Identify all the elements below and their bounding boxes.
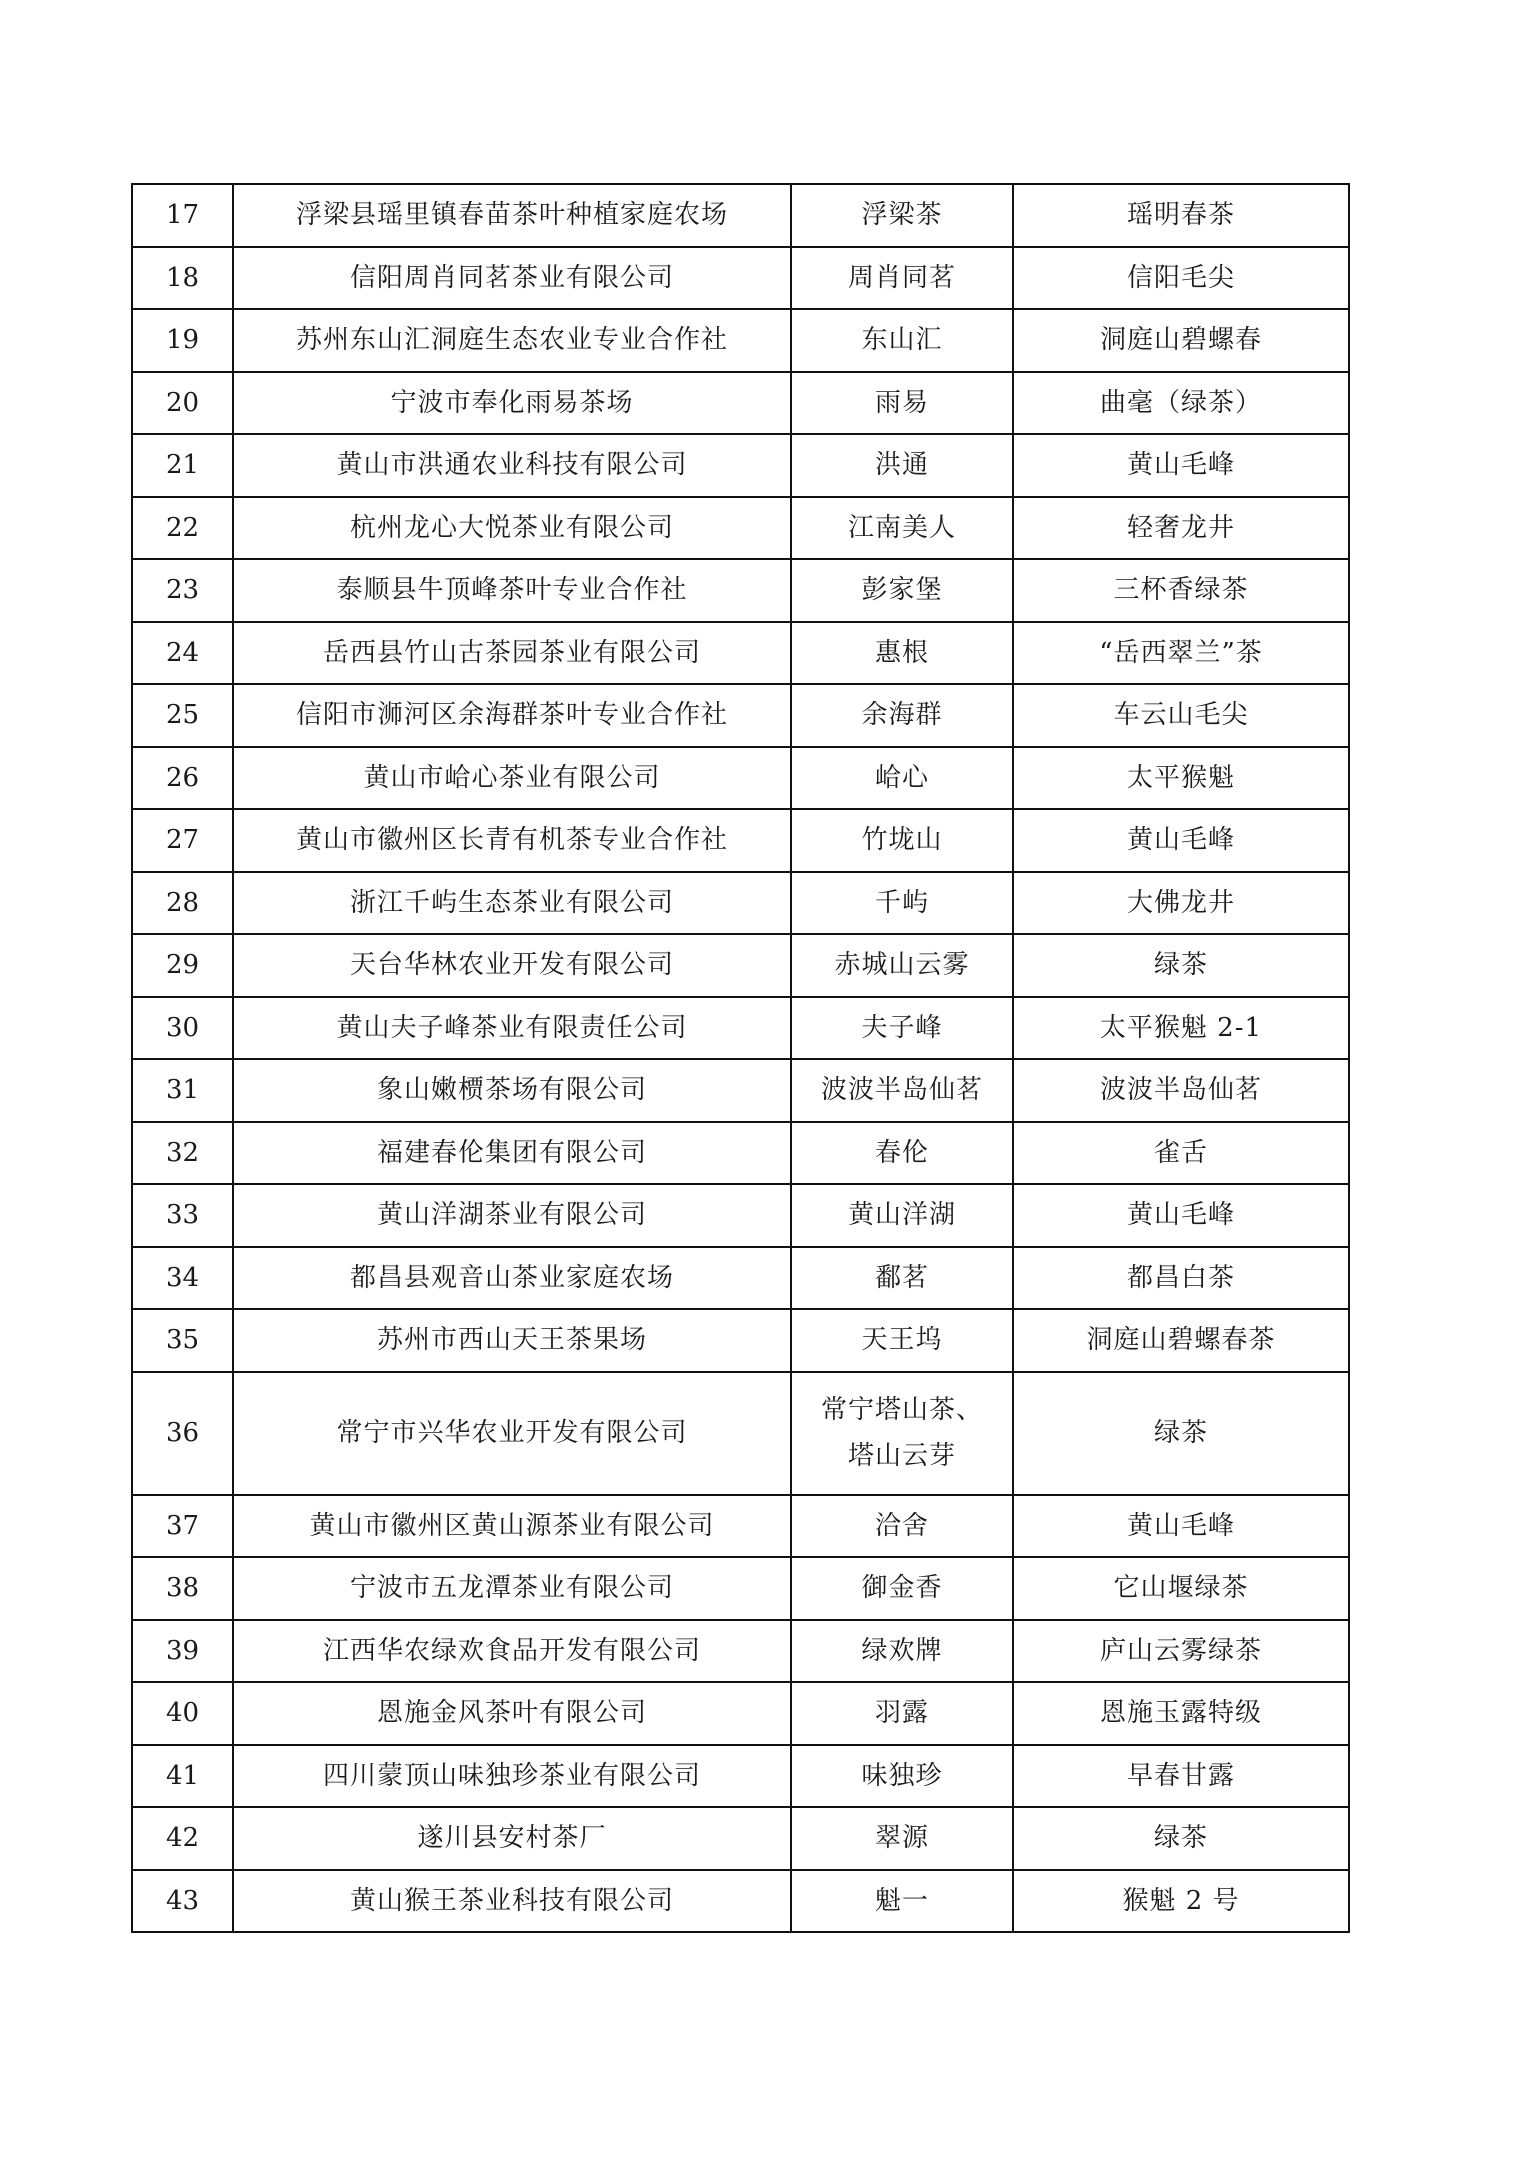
company-table (131, 183, 1350, 1933)
table-row (132, 997, 1349, 1060)
table-row (132, 1682, 1349, 1745)
company-name: 常宁市兴华农业开发有限公司 (233, 1372, 791, 1495)
table-row (132, 809, 1349, 872)
brand-name (791, 309, 1013, 372)
brand-name-line: 洽舍 (874, 1510, 929, 1541)
company-name: 黄山市洪通农业科技有限公司 (233, 434, 791, 497)
company-name: 恩施金风茶叶有限公司 (233, 1682, 791, 1745)
brand-name (791, 184, 1013, 247)
product-name: 洞庭山碧螺春 (1013, 309, 1349, 372)
brand-name-line: 春伦 (874, 1137, 929, 1168)
brand-name-line: 浮梁茶 (861, 200, 943, 231)
table-row (132, 1184, 1349, 1247)
product-name: 庐山云雾绿茶 (1013, 1620, 1349, 1683)
brand-name (791, 872, 1013, 935)
company-name: 四川蒙顶山味独珍茶业有限公司 (233, 1745, 791, 1808)
brand-name (791, 247, 1013, 310)
company-name: 泰顺县牛顶峰茶叶专业合作社 (233, 559, 791, 622)
product-name: 太平猴魁 2-1 (1013, 997, 1349, 1060)
row-number: 27 (132, 809, 233, 872)
product-name: 雀舌 (1013, 1122, 1349, 1185)
product-name: 大佛龙井 (1013, 872, 1349, 935)
table-row (132, 1807, 1349, 1870)
row-number: 43 (132, 1870, 233, 1933)
table-row (132, 1059, 1349, 1122)
row-number: 41 (132, 1745, 233, 1808)
row-number: 42 (132, 1807, 233, 1870)
product-name: 黄山毛峰 (1013, 434, 1349, 497)
brand-name-line: 竹垅山 (861, 825, 943, 856)
product-name: 波波半岛仙茗 (1013, 1059, 1349, 1122)
product-name: 它山堰绿茶 (1013, 1557, 1349, 1620)
product-name: 绿茶 (1013, 934, 1349, 997)
company-name: 苏州东山汇洞庭生态农业专业合作社 (233, 309, 791, 372)
company-name: 宁波市奉化雨易茶场 (233, 372, 791, 435)
row-number: 40 (132, 1682, 233, 1745)
company-name: 黄山猴王茶业科技有限公司 (233, 1870, 791, 1933)
company-name: 信阳周肖同茗茶业有限公司 (233, 247, 791, 310)
row-number: 35 (132, 1309, 233, 1372)
product-name: 恩施玉露特级 (1013, 1682, 1349, 1745)
table-row (132, 1495, 1349, 1558)
company-name: 都昌县观音山茶业家庭农场 (233, 1247, 791, 1310)
product-name: 车云山毛尖 (1013, 684, 1349, 747)
row-number: 39 (132, 1620, 233, 1683)
brand-name-line: 洪通 (874, 450, 929, 481)
brand-name-line: 彭家堡 (861, 575, 943, 606)
company-name: 浙江千屿生态茶业有限公司 (233, 872, 791, 935)
row-number: 36 (132, 1372, 233, 1495)
brand-name-line: 惠根 (874, 637, 929, 668)
brand-name-line: 周肖同茗 (847, 262, 956, 293)
table-row (132, 1620, 1349, 1683)
product-name: 绿茶 (1013, 1807, 1349, 1870)
row-number: 31 (132, 1059, 233, 1122)
brand-name-line: 江南美人 (847, 512, 956, 543)
company-name: 江西华农绿欢食品开发有限公司 (233, 1620, 791, 1683)
row-number: 25 (132, 684, 233, 747)
row-number: 23 (132, 559, 233, 622)
table-row (132, 1247, 1349, 1310)
table-row (132, 1122, 1349, 1185)
brand-name (791, 997, 1013, 1060)
brand-name (791, 434, 1013, 497)
row-number: 26 (132, 747, 233, 810)
brand-name (791, 1870, 1013, 1933)
brand-name-line: 塔山云芽 (847, 1441, 956, 1471)
company-name: 黄山市徽州区长青有机茶专业合作社 (233, 809, 791, 872)
table-row (132, 497, 1349, 560)
table-row (132, 622, 1349, 685)
brand-name (791, 934, 1013, 997)
row-number: 37 (132, 1495, 233, 1558)
table-row (132, 372, 1349, 435)
table-row (132, 747, 1349, 810)
product-name: “岳西翠兰”茶 (1013, 622, 1349, 685)
company-name: 黄山市峆心茶业有限公司 (233, 747, 791, 810)
brand-name (791, 497, 1013, 560)
company-name: 岳西县竹山古茶园茶业有限公司 (233, 622, 791, 685)
product-name: 瑶明春茶 (1013, 184, 1349, 247)
brand-name-line: 味独珍 (861, 1760, 943, 1791)
company-name: 遂川县安村茶厂 (233, 1807, 791, 1870)
row-number: 20 (132, 372, 233, 435)
brand-name-line: 翠源 (874, 1823, 929, 1854)
table-row (132, 934, 1349, 997)
company-name: 宁波市五龙潭茶业有限公司 (233, 1557, 791, 1620)
product-name: 黄山毛峰 (1013, 1184, 1349, 1247)
brand-name (791, 1309, 1013, 1372)
company-name: 天台华林农业开发有限公司 (233, 934, 791, 997)
row-number: 32 (132, 1122, 233, 1185)
brand-name (791, 559, 1013, 622)
company-name: 苏州市西山天王茶果场 (233, 1309, 791, 1372)
brand-name-line: 夫子峰 (861, 1012, 943, 1043)
brand-name (791, 1495, 1013, 1558)
row-number: 38 (132, 1557, 233, 1620)
brand-name-line: 御金香 (861, 1573, 943, 1604)
company-name: 浮梁县瑶里镇春苗茶叶种植家庭农场 (233, 184, 791, 247)
product-name: 太平猴魁 (1013, 747, 1349, 810)
brand-name (791, 622, 1013, 685)
brand-name (791, 684, 1013, 747)
brand-name-line: 赤城山云雾 (834, 950, 970, 981)
product-name: 洞庭山碧螺春茶 (1013, 1309, 1349, 1372)
brand-name-line: 东山汇 (861, 325, 943, 356)
row-number: 29 (132, 934, 233, 997)
row-number: 21 (132, 434, 233, 497)
table-row (132, 1372, 1349, 1495)
company-name: 黄山市徽州区黄山源茶业有限公司 (233, 1495, 791, 1558)
brand-name (791, 1807, 1013, 1870)
company-name: 象山嫩槚茶场有限公司 (233, 1059, 791, 1122)
brand-name-line: 峆心 (874, 762, 929, 793)
row-number: 17 (132, 184, 233, 247)
brand-name-line: 鄱茗 (874, 1262, 929, 1293)
row-number: 18 (132, 247, 233, 310)
table-row (132, 872, 1349, 935)
product-name: 绿茶 (1013, 1372, 1349, 1495)
brand-name (791, 1122, 1013, 1185)
product-name: 信阳毛尖 (1013, 247, 1349, 310)
brand-name-line: 黄山洋湖 (847, 1200, 956, 1231)
brand-name-line: 绿欢牌 (861, 1635, 943, 1666)
brand-name-line: 羽露 (874, 1698, 929, 1729)
company-name: 杭州龙心大悦茶业有限公司 (233, 497, 791, 560)
product-name: 猴魁 2 号 (1013, 1870, 1349, 1933)
table-row (132, 559, 1349, 622)
brand-name (791, 747, 1013, 810)
table-row (132, 309, 1349, 372)
row-number: 22 (132, 497, 233, 560)
brand-name-line: 余海群 (861, 700, 943, 731)
brand-name (791, 1247, 1013, 1310)
table-row (132, 184, 1349, 247)
product-name: 曲毫（绿茶） (1013, 372, 1349, 435)
brand-name (791, 372, 1013, 435)
brand-name (791, 809, 1013, 872)
product-name: 黄山毛峰 (1013, 1495, 1349, 1558)
product-name: 都昌白茶 (1013, 1247, 1349, 1310)
table-row (132, 434, 1349, 497)
table-row (132, 684, 1349, 747)
row-number: 34 (132, 1247, 233, 1310)
row-number: 19 (132, 309, 233, 372)
brand-name-line: 魁一 (874, 1885, 929, 1916)
row-number: 33 (132, 1184, 233, 1247)
brand-name-line: 雨易 (874, 387, 929, 418)
brand-name (791, 1059, 1013, 1122)
brand-name (791, 1557, 1013, 1620)
company-name: 福建春伦集团有限公司 (233, 1122, 791, 1185)
row-number: 24 (132, 622, 233, 685)
brand-name-line: 常宁塔山茶、 (820, 1395, 983, 1425)
product-name: 轻奢龙井 (1013, 497, 1349, 560)
brand-name (791, 1745, 1013, 1808)
company-name: 信阳市浉河区余海群茶叶专业合作社 (233, 684, 791, 747)
row-number: 28 (132, 872, 233, 935)
table-body (132, 184, 1349, 1932)
table-row (132, 1745, 1349, 1808)
company-name: 黄山洋湖茶业有限公司 (233, 1184, 791, 1247)
brand-name (791, 1372, 1013, 1495)
brand-name (791, 1682, 1013, 1745)
product-name: 黄山毛峰 (1013, 809, 1349, 872)
table-row (132, 247, 1349, 310)
table-row (132, 1557, 1349, 1620)
brand-name (791, 1184, 1013, 1247)
company-name: 黄山夫子峰茶业有限责任公司 (233, 997, 791, 1060)
brand-name (791, 1620, 1013, 1683)
row-number: 30 (132, 997, 233, 1060)
brand-name-line: 天王坞 (861, 1325, 943, 1356)
brand-name-line: 波波半岛仙茗 (820, 1075, 983, 1106)
product-name: 三杯香绿茶 (1013, 559, 1349, 622)
table-row (132, 1309, 1349, 1372)
brand-name-line: 千屿 (874, 887, 929, 918)
product-name: 早春甘露 (1013, 1745, 1349, 1808)
table-row (132, 1870, 1349, 1933)
